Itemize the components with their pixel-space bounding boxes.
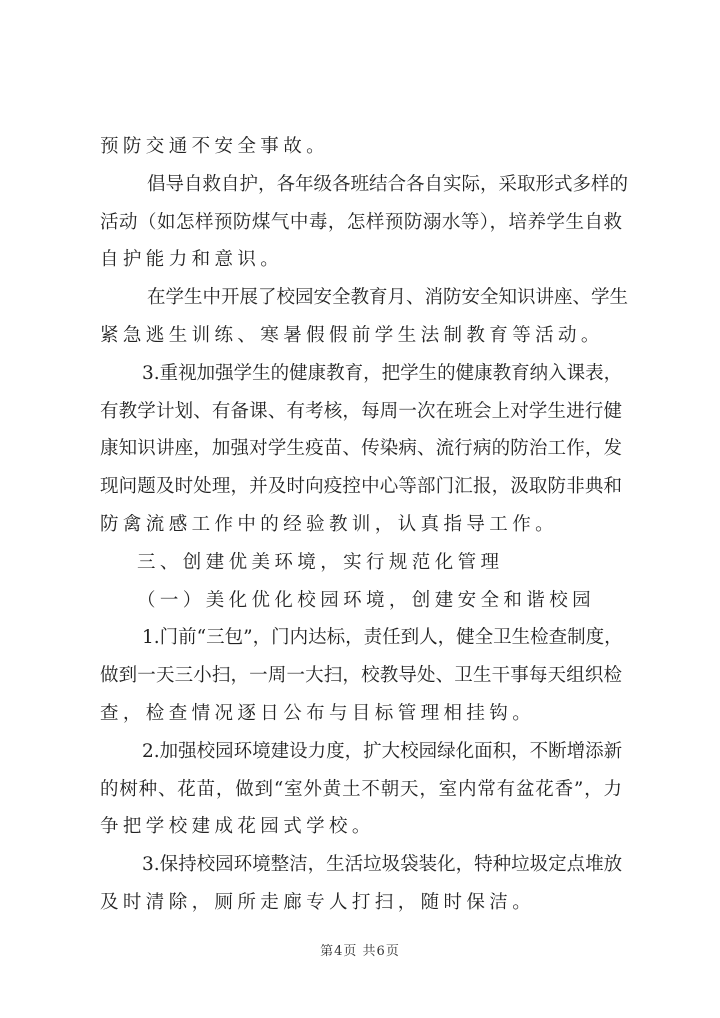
text-line: 自护能力和意识。: [100, 249, 284, 271]
text-line: （一）美化优化校园环境，创建安全和谐校园: [137, 589, 596, 611]
text-line: 活动（如怎样预防煤气中毒，怎样预防溺水等），培养学生自救: [100, 211, 622, 233]
text-line: 在学生中开展了校园安全教育月、消防安全知识讲座、学生: [147, 287, 629, 309]
text-line: 防禽流感工作中的经验教训，认真指导工作。: [100, 513, 559, 535]
page-number: 第4页 共6页: [320, 944, 400, 959]
text-line: 康知识讲座，加强对学生疫苗、传染病、流行病的防治工作，发: [100, 438, 622, 460]
text-line: 争把学校建成花园式学校。: [100, 816, 375, 838]
text-line: 三、创建优美环境，实行规范化管理: [137, 551, 504, 573]
text-line: 倡导自救自护，各年级各班结合各自实际，采取形式多样的: [147, 173, 629, 195]
text-line: 1.门前“三包”，门内达标，责任到人，健全卫生检查制度，: [142, 627, 623, 649]
text-line: 做到一天三小扫，一周一大扫，校教导处、卫生干事每天组织检: [100, 665, 622, 687]
text-line: 预防交通不安全事故。: [100, 136, 330, 157]
text-line: 现问题及时处理，并及时向疫控中心等部门汇报，汲取防非典和: [100, 476, 622, 498]
text-line: 2.加强校园环境建设力度，扩大校园绿化面积，不断增添新: [142, 740, 623, 762]
text-line: 的树种、花苗，做到“室外黄土不朝天，室内常有盆花香”，力: [100, 778, 622, 800]
text-line: 有教学计划、有备课、有考核，每周一次在班会上对学生进行健: [100, 400, 622, 422]
text-line: 紧急逃生训练、寒暑假假前学生法制教育等活动。: [100, 324, 604, 346]
text-line: 及时清除，厕所走廊专人打扫，随时保洁。: [100, 891, 536, 913]
text-line: 3.重视加强学生的健康教育，把学生的健康教育纳入课表，: [142, 362, 623, 384]
text-line: 3.保持校园环境整洁，生活垃圾袋装化，特种垃圾定点堆放: [142, 854, 623, 876]
text-line: 查，检查情况逐日公布与目标管理相挂钩。: [100, 702, 536, 724]
document-body: [100, 128, 629, 922]
